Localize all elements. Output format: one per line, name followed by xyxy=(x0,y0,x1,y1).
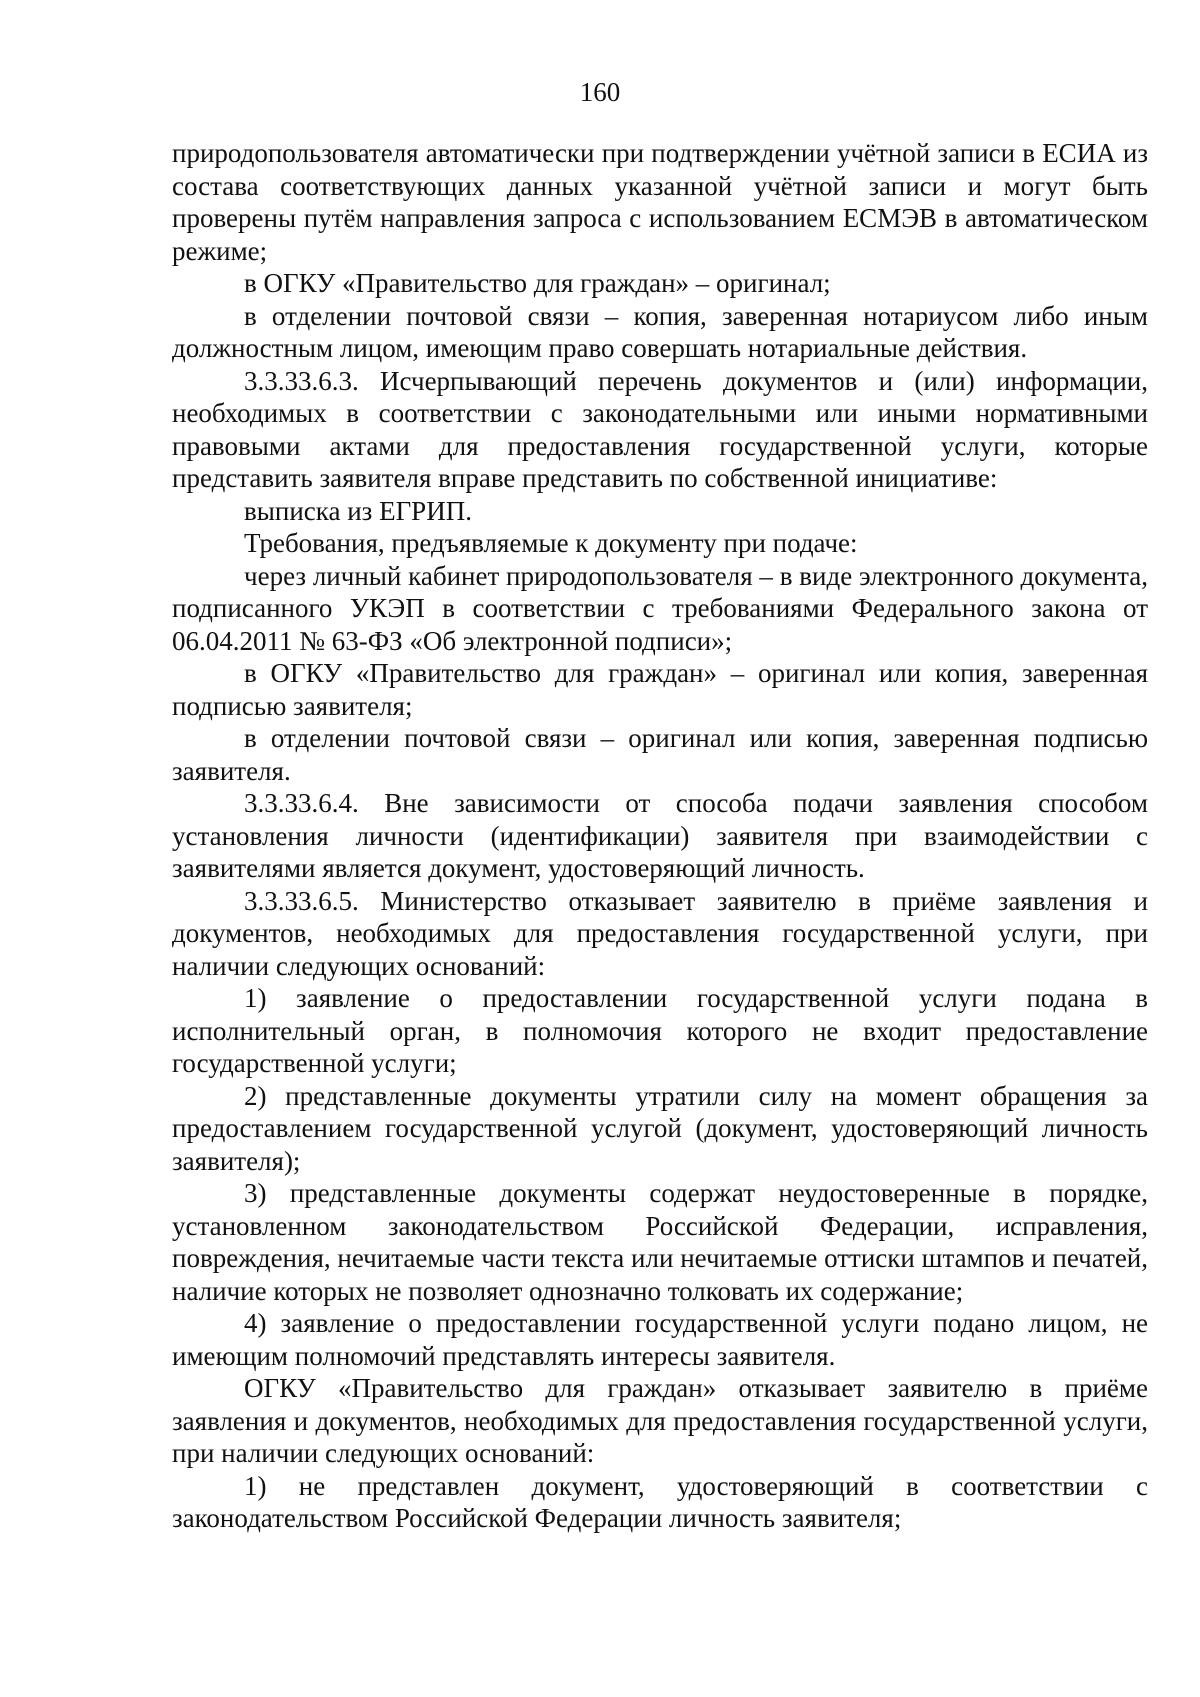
paragraph-3-3-33-6-4: 3.3.33.6.4. Вне зависимости от способа подачи заявления способом установления личности (идентификации) заявителя при взаимодействии с заявителями является документ, удостоверяющий личность. xyxy=(172,788,1148,883)
list-item-ministry-1: 1) заявление о предоставлении государственной услуги подана в исполнительный орган, в полномочия которого не входит предоставление государственной услуги; xyxy=(172,983,1148,1078)
paragraph-ogku-original: в ОГКУ «Правительство для граждан» – оригинал; xyxy=(244,268,831,298)
paragraph-personal-cabinet: через личный кабинет природопользователя – в виде электронного документа, подписанного УКЭП в соответствии с требованиями Федерального закона от 06.04.2011 № 63-ФЗ «Об электронной подписи»; xyxy=(172,560,1148,656)
paragraph-ogku-original-or-copy: в ОГКУ «Правительство для граждан» – оригинал или копия, заверенная подписью заявителя; xyxy=(172,658,1148,721)
paragraph-requirements: Требования, предъявляемые к документу при подаче: xyxy=(244,528,858,558)
page-number: 160 xyxy=(579,77,621,107)
list-item-ministry-2: 2) представленные документы утратили силу на момент обращения за предоставлением государственной услугой (документ, удостоверяющий личность заявителя); xyxy=(172,1080,1148,1176)
paragraph-egrip-extract: выписка из ЕГРИП. xyxy=(244,495,472,526)
paragraph-ogku-refusal: ОГКУ «Правительство для граждан» отказывает заявителю в приёме заявления и документов, необходимых для предоставления государственной услуги, при наличии следующих оснований: xyxy=(172,1373,1148,1468)
paragraph-3-3-33-6-5: 3.3.33.6.5. Министерство отказывает заявителю в приёме заявления и документов, необходимых для предоставления государственной услуги, при наличии следующих оснований: xyxy=(172,885,1148,981)
paragraph-post-office-original-or-copy: в отделении почтовой связи – оригинал или копия, заверенная подписью заявителя. xyxy=(172,723,1148,786)
paragraph-3-3-33-6-3: 3.3.33.6.3. Исчерпывающий перечень документов и (или) информации, необходимых в соответствии с законодательными или иными нормативными правовыми актами для предоставления государственной услуги, которые представить заявителя вправе представить по собственной инициативе: xyxy=(172,365,1148,493)
list-item-ogku-1: 1) не представлен документ, удостоверяющий в соответствии с законодательством Российской Федерации личность заявителя; xyxy=(172,1470,1148,1533)
paragraph-post-office-copy: в отделении почтовой связи – копия, заверенная нотариусом либо иным должностным лицом, имеющим право совершать нотариальные действия. xyxy=(172,300,1148,363)
document-body xyxy=(172,137,1148,1535)
list-item-ministry-3: 3) представленные документы содержат неудостоверенные в порядке, установленном законодательством Российской Федерации, исправления, повреждения, нечитаемые части текста или нечитаемые оттиски штампов и печатей, наличие которых не позволяет однозначно толковать их содержание; xyxy=(172,1178,1148,1306)
list-item-ministry-4: 4) заявление о предоставлении государственной услуги подано лицом, не имеющим полномочий представлять интересы заявителя. xyxy=(172,1308,1148,1371)
paragraph-continuation: природопользователя автоматически при подтверждении учётной записи в ЕСИА из состава соответствующих данных указанной учётной записи и могут быть проверены путём направления запроса с использованием ЕСМЭВ в автоматическом режиме; xyxy=(172,138,1148,266)
